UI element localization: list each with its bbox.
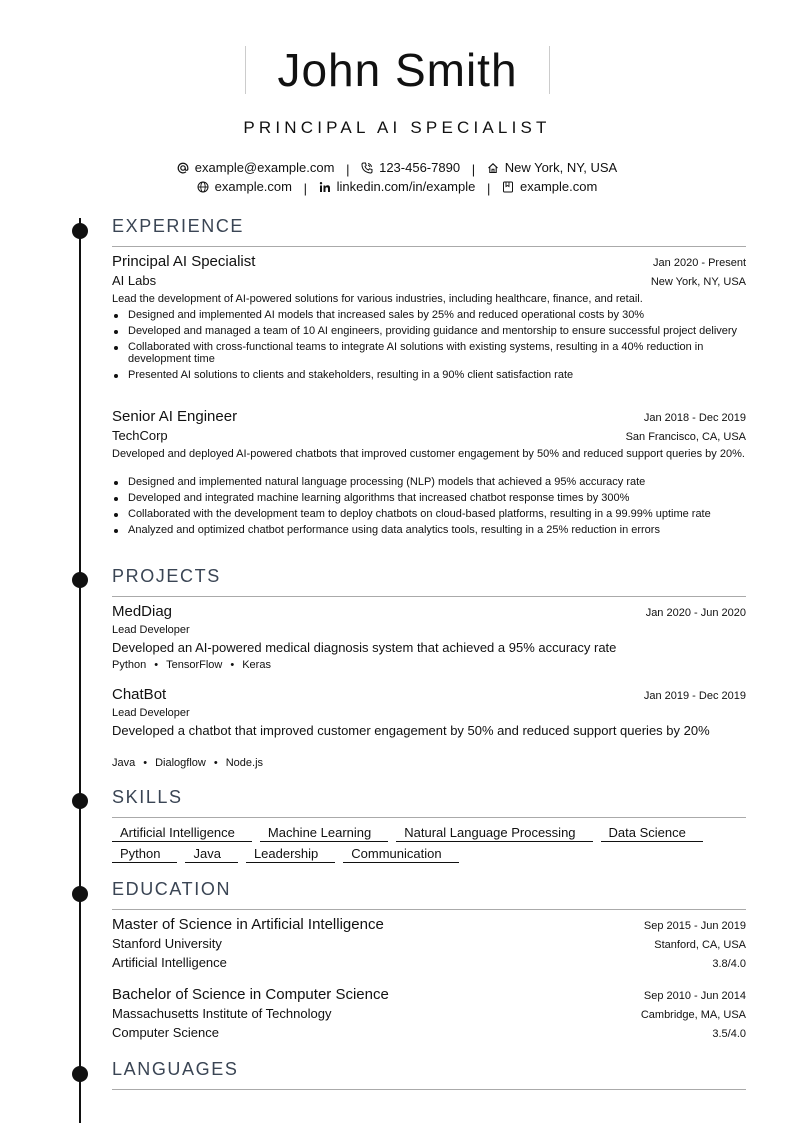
email-item[interactable] xyxy=(177,160,335,175)
field-of-study: Artificial Intelligence xyxy=(112,955,227,970)
list-item: Collaborated with cross-functional teams to integrate AI solutions with existing systems, resulting in a 40% reduction in development time xyxy=(112,341,746,365)
job-header xyxy=(112,408,746,425)
education-field-row xyxy=(112,955,746,970)
gpa: 3.5/4.0 xyxy=(712,1028,746,1040)
section-title-languages: LANGUAGES xyxy=(112,1059,239,1079)
list-item: Analyzed and optimized chatbot performance using data analytics tools, resulting in a 25% reduction in errors xyxy=(112,524,746,536)
list-item: Developed and managed a team of 10 AI engineers, providing guidance and mentorship to ensure successful project delivery xyxy=(112,325,746,337)
bookmark-icon xyxy=(502,181,514,193)
job-bullets xyxy=(112,476,746,540)
education-school-row xyxy=(112,936,746,951)
company-name: TechCorp xyxy=(112,428,168,443)
job-company-row xyxy=(112,273,746,288)
job-summary: Lead the development of AI-powered solutions for various industries, including healthcare, finance, and retail. xyxy=(112,293,643,305)
education-dates: Sep 2010 - Jun 2014 xyxy=(643,990,746,1002)
linkedin-icon xyxy=(319,181,331,193)
project-name: ChatBot xyxy=(112,686,167,703)
phone-item[interactable] xyxy=(361,160,460,175)
location-item xyxy=(487,160,617,175)
email-text: example@example.com xyxy=(194,160,335,175)
timeline-dot xyxy=(72,1066,88,1082)
separator: | xyxy=(471,161,476,177)
skills-list xyxy=(112,825,752,867)
section-title-skills: SKILLS xyxy=(112,787,183,807)
timeline-dot xyxy=(72,572,88,588)
school-name: Massachusetts Institute of Technology xyxy=(112,1006,332,1021)
separator: | xyxy=(303,180,307,196)
linkedin-item[interactable] xyxy=(319,179,476,194)
school-location: Stanford, CA, USA xyxy=(654,939,746,951)
project-tech xyxy=(112,659,271,671)
tech-item: Node.js xyxy=(225,757,264,769)
timeline-dot xyxy=(72,793,88,809)
job-company-row xyxy=(112,428,746,443)
tech-item: Keras xyxy=(242,659,271,671)
degree-name: Master of Science in Artificial Intelligence xyxy=(112,916,384,933)
project-role: Lead Developer xyxy=(112,707,190,719)
list-item: Presented AI solutions to clients and stakeholders, resulting in a 90% client satisfaction rate xyxy=(112,369,746,381)
timeline-line xyxy=(79,218,81,1123)
tech-separator: • xyxy=(230,659,235,671)
section-title-projects: PROJECTS xyxy=(112,566,221,586)
tech-item: Java xyxy=(112,757,136,769)
section-divider xyxy=(112,817,746,818)
tech-separator: • xyxy=(154,659,159,671)
job-dates: Jan 2020 - Present xyxy=(653,257,746,269)
skills-row xyxy=(112,825,752,842)
skills-row xyxy=(112,846,752,863)
skill-tag: Leadership xyxy=(246,846,335,863)
job-bullets xyxy=(112,309,746,385)
education-dates: Sep 2015 - Jun 2019 xyxy=(643,920,746,932)
job-title: Senior AI Engineer xyxy=(112,408,238,425)
job-title: PRINCIPAL AI SPECIALIST xyxy=(243,118,551,137)
timeline-dot xyxy=(72,223,88,239)
list-item: Developed and integrated machine learning algorithms that increased chatbot response times by 300% xyxy=(112,492,746,504)
phone-icon xyxy=(361,162,373,174)
portfolio-text: example.com xyxy=(520,179,598,194)
job-header xyxy=(112,253,746,270)
job-title: Principal AI Specialist xyxy=(112,253,256,270)
tech-separator: • xyxy=(213,757,218,769)
list-item: Collaborated with the development team to deploy chatbots on cloud-based platforms, resulting in a 99.99% uptime rate xyxy=(112,508,746,520)
section-divider xyxy=(112,596,746,597)
linkedin-text: linkedin.com/in/example xyxy=(336,179,476,194)
skill-tag: Java xyxy=(185,846,237,863)
list-item: Designed and implemented AI models that increased sales by 25% and reduced operational costs by 30% xyxy=(112,309,746,321)
job-location: San Francisco, CA, USA xyxy=(625,431,746,443)
project-dates: Jan 2019 - Dec 2019 xyxy=(643,690,746,702)
skill-tag: Artificial Intelligence xyxy=(112,825,252,842)
section-title-experience: EXPERIENCE xyxy=(112,216,245,236)
section-divider xyxy=(112,909,746,910)
school-location: Cambridge, MA, USA xyxy=(640,1009,746,1021)
gpa: 3.8/4.0 xyxy=(712,958,746,970)
skill-tag: Natural Language Processing xyxy=(396,825,592,842)
project-description: Developed an AI-powered medical diagnosis system that achieved a 95% accuracy rate xyxy=(112,640,617,655)
contact-row-2 xyxy=(0,179,794,196)
portfolio-item[interactable] xyxy=(502,179,597,194)
education-school-row xyxy=(112,1006,746,1021)
job-dates: Jan 2018 - Dec 2019 xyxy=(643,412,746,424)
section-title-education: EDUCATION xyxy=(112,879,232,899)
degree-name: Bachelor of Science in Computer Science xyxy=(112,986,389,1003)
project-tech xyxy=(112,757,263,769)
section-divider xyxy=(112,1089,746,1090)
tech-item: TensorFlow xyxy=(166,659,223,671)
contact-row-1 xyxy=(0,160,794,177)
education-header xyxy=(112,916,746,933)
name-frame xyxy=(245,46,550,94)
job-location: New York, NY, USA xyxy=(650,276,746,288)
education-header xyxy=(112,986,746,1003)
education-field-row xyxy=(112,1025,746,1040)
list-item: Designed and implemented natural language processing (NLP) models that achieved a 95% accuracy rate xyxy=(112,476,746,488)
tech-separator: • xyxy=(143,757,148,769)
location-text: New York, NY, USA xyxy=(504,160,618,175)
project-dates: Jan 2020 - Jun 2020 xyxy=(645,607,746,619)
website-item[interactable] xyxy=(197,179,292,194)
at-sign-icon xyxy=(177,162,189,174)
tech-item: Dialogflow xyxy=(155,757,206,769)
project-name: MedDiag xyxy=(112,603,173,620)
skill-tag: Python xyxy=(112,846,177,863)
project-header xyxy=(112,603,746,620)
skill-tag: Communication xyxy=(343,846,458,863)
project-header xyxy=(112,686,746,703)
company-name: AI Labs xyxy=(112,273,157,288)
website-text: example.com xyxy=(214,179,292,194)
home-icon xyxy=(487,162,499,174)
phone-text: 123-456-7890 xyxy=(379,160,461,175)
section-divider xyxy=(112,246,746,247)
separator: | xyxy=(346,161,350,177)
job-summary: Developed and deployed AI-powered chatbots that improved customer engagement by 50% and reduced support queries by 20%. xyxy=(112,448,745,460)
globe-icon xyxy=(197,181,209,193)
candidate-name: John Smith xyxy=(277,44,518,96)
tech-item: Python xyxy=(112,659,147,671)
timeline-dot xyxy=(72,886,88,902)
project-description: Developed a chatbot that improved customer engagement by 50% and reduced support queries by 20% xyxy=(112,723,710,738)
skill-tag: Machine Learning xyxy=(260,825,388,842)
project-role: Lead Developer xyxy=(112,624,190,636)
field-of-study: Computer Science xyxy=(112,1025,219,1040)
separator: | xyxy=(486,180,491,196)
school-name: Stanford University xyxy=(112,936,222,951)
skill-tag: Data Science xyxy=(601,825,703,842)
